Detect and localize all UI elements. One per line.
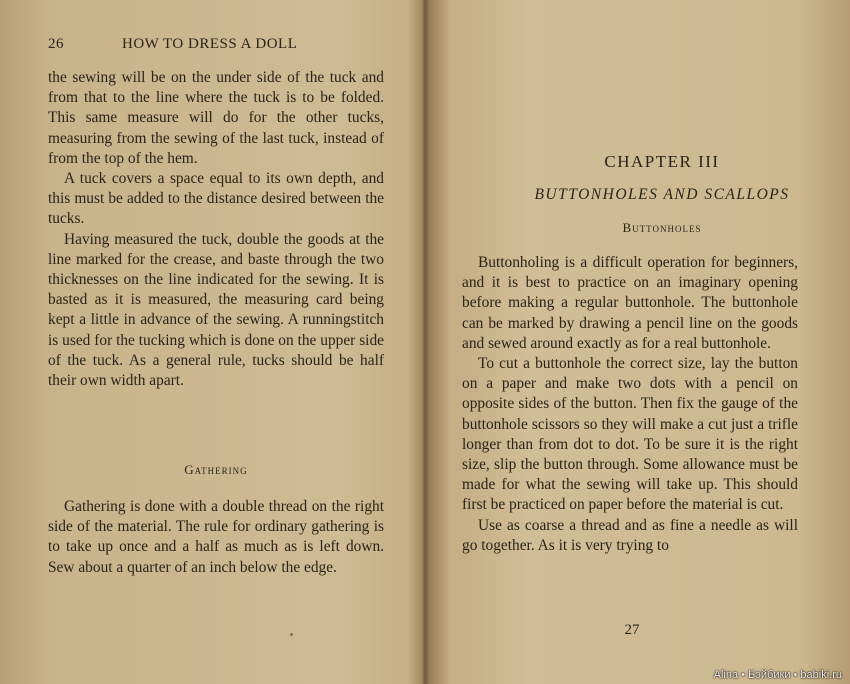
chapter-title: CHAPTER III	[604, 152, 720, 171]
running-title: HOW TO DRESS A DOLL	[122, 36, 298, 52]
paragraph: the sewing will be on the under side of the tuck and from that to the line where the tuck is to be folded. This same measure will do for the other tucks, measuring from the sewing of the last tuck, instead of from the top of the hem.	[48, 69, 384, 167]
gathering-body-text	[48, 497, 384, 578]
section-heading-buttonholes: Buttonholes	[622, 220, 702, 235]
left-page	[0, 0, 424, 684]
paragraph: To cut a buttonhole the correct size, lay the button on a paper and make two dots with a pencil on opposite sides of the button. Then fix the gauge of the buttonhole scissors so they will make a cut just a trifle longer than from dot to dot. To be sure it is the right size, slip the button through. Some allowance must be made for what the sewing will take up. This should first be practiced on paper before the material is cut.	[462, 355, 798, 514]
paragraph: A tuck covers a space equal to its own depth, and this must be added to the distance desired between the tucks.	[48, 170, 384, 228]
page-number-left: 26	[48, 36, 64, 52]
page-number-right: 27	[624, 622, 640, 638]
paragraph: Buttonholing is a difficult operation for beginners, and it is best to practice on an imaginary opening before making a regular buttonhole. The buttonhole can be marked by drawing a pencil line on the goods and sewed around exactly as for a real buttonhole.	[462, 254, 798, 352]
paragraph: Having measured the tuck, double the goods at the line marked for the crease, and baste through the two thicknesses on the line indicated for the sewing. It is basted as it is measured, the measuring card being kept a little in advance of the sewing. A runningstitch is used for the tucking which is done on the upper side of the tuck. As a general rule, tucks should be half their own width apart.	[48, 230, 384, 390]
right-page	[426, 0, 850, 684]
chapter-subtitle: BUTTONHOLES AND SCALLOPS	[534, 186, 790, 203]
right-body-text	[462, 253, 798, 556]
paragraph: Use as coarse a thread and as fine a needle as will go together. As it is very trying to	[462, 516, 798, 554]
watermark: Alina • Бэйбики • babiki.ru	[713, 669, 842, 681]
paragraph: Gathering is done with a double thread on the right side of the material. The rule for ordinary gathering is to take up once and a half as much as is left down. Sew about a quarter of an inch below the edge.	[48, 498, 384, 576]
paper-speck	[290, 633, 293, 636]
section-heading-gathering: Gathering	[184, 462, 248, 477]
left-body-text	[48, 68, 384, 391]
